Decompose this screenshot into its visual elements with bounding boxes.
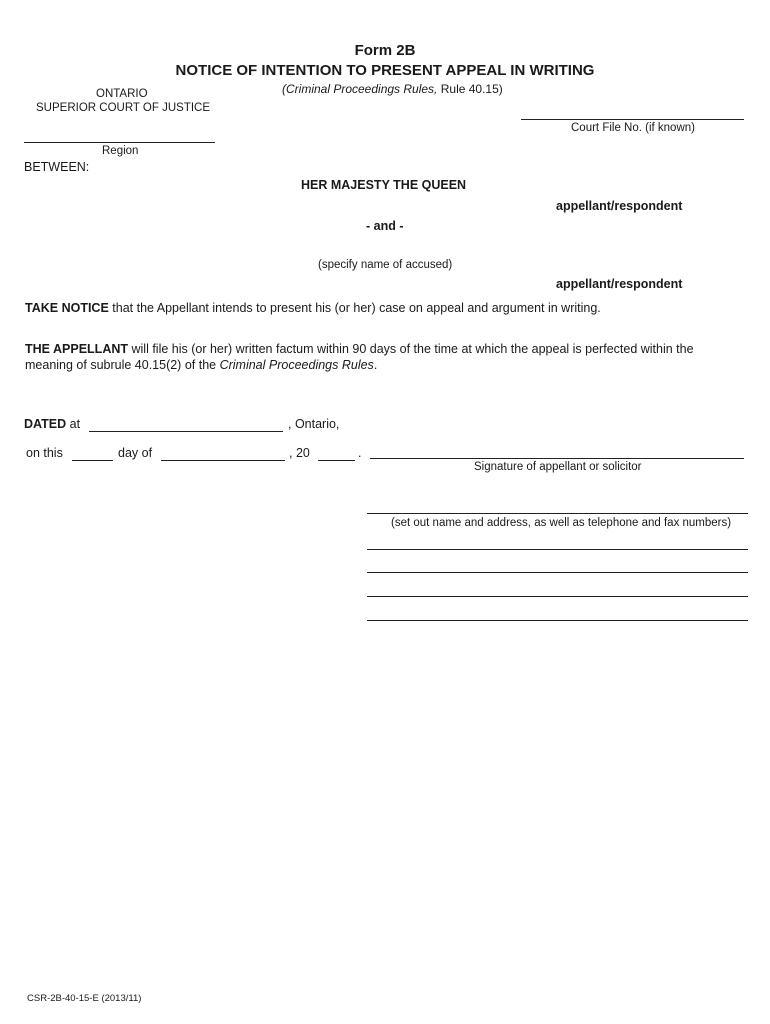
and-separator: - and - [366, 219, 404, 233]
address-line-1[interactable] [367, 513, 748, 514]
rules-reference-italic: (Criminal Proceedings Rules, [282, 82, 438, 96]
month-field[interactable] [161, 460, 285, 461]
form-code: CSR-2B-40-15-E (2013/11) [27, 993, 142, 1004]
court-file-number-label: Court File No. (if known) [571, 122, 695, 134]
address-label: (set out name and address, as well as telephone and fax numbers) [391, 517, 732, 529]
form-number: Form 2B [354, 42, 416, 59]
province-label: ONTARIO [96, 88, 148, 100]
accused-name-hint: (specify name of accused) [318, 259, 453, 271]
dated-place-field[interactable] [89, 431, 283, 432]
address-line-4[interactable] [367, 596, 748, 597]
day-of-label: day of [118, 446, 153, 460]
appellant-heading: THE APPELLANT [25, 342, 129, 356]
signature-field[interactable] [370, 458, 744, 459]
year-field[interactable] [318, 460, 355, 461]
appellant-text: will file his (or her) written factum within 90 days of the time at which the appeal is perfected within the meaning of subrule 40.15(2) of the [25, 342, 694, 372]
region-field[interactable] [24, 142, 215, 143]
dated-at-label: at [66, 417, 81, 431]
dated-heading: DATED [24, 417, 67, 431]
take-notice-heading: TAKE NOTICE [25, 301, 109, 315]
year-prefix-label: , 20 [289, 446, 310, 460]
date-period: . [358, 446, 362, 460]
between-label: BETWEEN: [24, 160, 90, 174]
signature-label: Signature of appellant or solicitor [474, 461, 642, 473]
address-line-3[interactable] [367, 572, 748, 573]
court-name: SUPERIOR COURT OF JUSTICE [36, 102, 211, 114]
rules-reference [282, 82, 503, 96]
take-notice-text: that the Appellant intends to present his (or her) case on appeal and argument in writing. [108, 301, 601, 315]
region-label: Region [102, 145, 139, 157]
dated-label [24, 417, 80, 431]
day-field[interactable] [72, 460, 113, 461]
crown-party-name: HER MAJESTY THE QUEEN [301, 178, 467, 192]
crown-party-role: appellant/respondent [556, 199, 683, 213]
take-notice-paragraph [25, 300, 725, 316]
accused-party-role: appellant/respondent [556, 277, 683, 291]
address-line-5[interactable] [367, 620, 748, 621]
form-title: NOTICE OF INTENTION TO PRESENT APPEAL IN WRITING [175, 62, 595, 79]
appellant-paragraph [25, 341, 725, 373]
court-file-number-field[interactable] [521, 119, 744, 120]
address-line-2[interactable] [367, 549, 748, 550]
rules-reference-rest: Rule 40.15) [437, 82, 503, 96]
on-this-label: on this [26, 446, 63, 460]
ontario-label: , Ontario, [288, 417, 340, 431]
appellant-text-end: . [373, 358, 378, 372]
appellant-rules-name: Criminal Proceedings Rules [219, 358, 374, 372]
